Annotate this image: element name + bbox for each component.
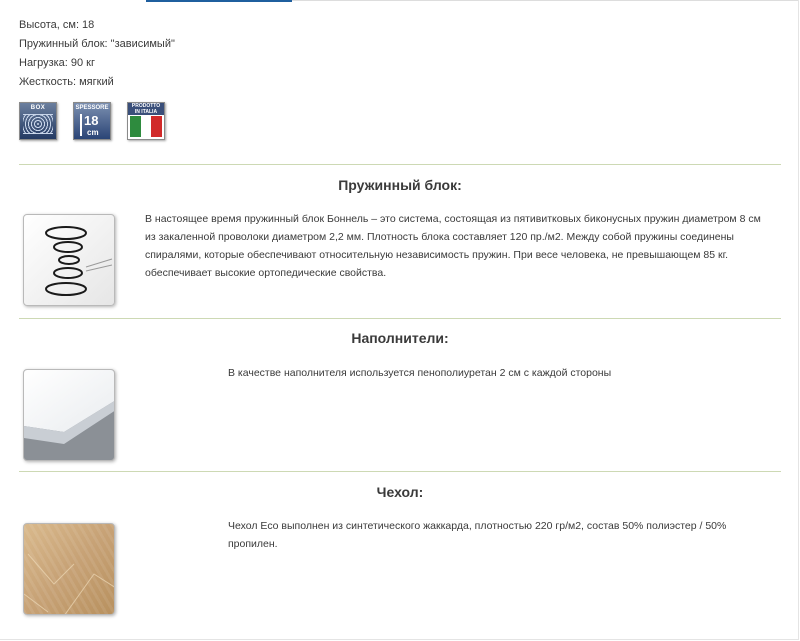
fillers-desc-line: В качестве наполнителя используется пенополиуретан 2 см с каждой стороны bbox=[228, 367, 612, 379]
section-title-spring-block: Пружинный блок: bbox=[338, 177, 462, 193]
foam-drawing bbox=[24, 370, 115, 461]
spec-load: Нагрузка: 90 кг bbox=[19, 57, 96, 69]
spring-drawing bbox=[24, 215, 115, 306]
italy-flag-icon bbox=[130, 116, 162, 137]
thickness-unit: cm bbox=[87, 128, 99, 137]
thickness-arrow bbox=[80, 114, 82, 136]
italy-badge-header bbox=[128, 103, 164, 115]
spec-spring-block: Пружинный блок: "зависимый" bbox=[19, 38, 175, 50]
spring-desc-line: спиралями, которые обеспечивают относительную независимость пружин. При весе человека, не превышающем 85 кг. bbox=[145, 249, 729, 261]
product-specs bbox=[19, 16, 175, 92]
section-divider bbox=[19, 164, 781, 165]
coil-pattern bbox=[23, 114, 53, 134]
fillers-description bbox=[228, 364, 768, 382]
cover-desc-line: пропилен. bbox=[228, 538, 278, 550]
italy-badge-label-top: PRODOTTO bbox=[131, 103, 161, 109]
section-divider bbox=[19, 471, 781, 472]
spec-height: Высота, см: 18 bbox=[19, 19, 95, 31]
cover-description bbox=[228, 517, 768, 553]
spring-block-description bbox=[145, 210, 785, 282]
spec-firmness: Жесткость: мягкий bbox=[19, 76, 114, 88]
thickness-value: 18 bbox=[84, 113, 99, 128]
spring-desc-line: В настоящее время пружинный блок Боннель – это система, состоящая из пятивитковых биконусных пружин диаметром 8 см bbox=[145, 213, 761, 225]
section-title-fillers: Наполнители: bbox=[351, 330, 449, 346]
section-divider bbox=[19, 318, 781, 319]
feature-badges bbox=[19, 102, 165, 140]
fabric-drawing bbox=[24, 524, 115, 615]
box-badge-icon bbox=[19, 102, 57, 140]
spring-desc-line: обеспечивает высокие ортопедические свойства. bbox=[145, 267, 387, 279]
thickness-badge-label: SPESSORE bbox=[75, 105, 109, 111]
made-in-italy-badge-icon bbox=[127, 102, 165, 140]
flag-green bbox=[130, 116, 141, 137]
cover-desc-line: Чехол Eco выполнен из синтетического жаккарда, плотностью 220 гр/м2, состав 50% полиэстер / 50% bbox=[228, 520, 727, 532]
section-title-cover: Чехол: bbox=[376, 484, 424, 500]
flag-white bbox=[141, 116, 152, 137]
thickness-badge-icon bbox=[73, 102, 111, 140]
italy-badge-label-bottom: IN ITALIA bbox=[134, 109, 158, 115]
spring-coil-icon bbox=[23, 214, 115, 306]
spring-desc-line: из закаленной проволоки диаметром 2,2 мм. Плотность блока составляет 120 пр./м2. Между собой пружины соединены bbox=[145, 231, 734, 243]
fabric-cover-icon bbox=[23, 523, 115, 615]
foam-sheet-icon bbox=[23, 369, 115, 461]
box-badge-label: BOX bbox=[30, 105, 46, 111]
flag-red bbox=[151, 116, 162, 137]
active-tab-indicator[interactable] bbox=[146, 0, 292, 2]
top-border bbox=[292, 0, 798, 1]
